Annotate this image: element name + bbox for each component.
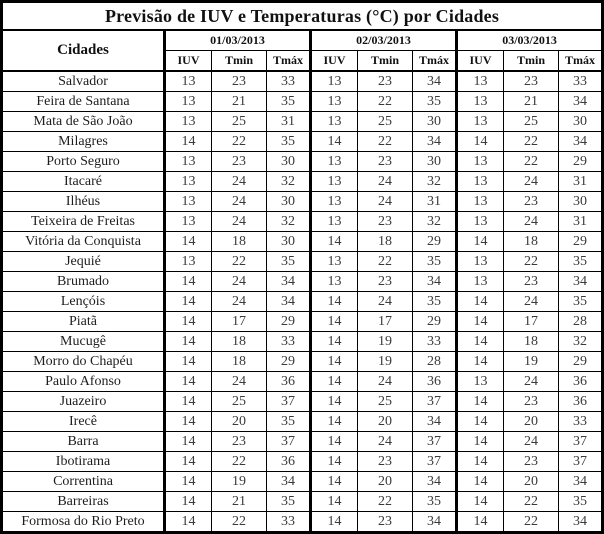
- value-cell: 14: [165, 272, 212, 292]
- value-cell: 13: [457, 71, 504, 92]
- city-name: Brumado: [2, 272, 165, 292]
- value-cell: 13: [457, 252, 504, 272]
- value-cell: 18: [212, 332, 267, 352]
- value-cell: 13: [165, 112, 212, 132]
- value-cell: 14: [165, 332, 212, 352]
- value-cell: 18: [358, 232, 413, 252]
- value-cell: 14: [311, 492, 358, 512]
- value-cell: 14: [165, 352, 212, 372]
- value-cell: 14: [165, 512, 212, 533]
- value-cell: 19: [504, 352, 559, 372]
- value-cell: 29: [559, 232, 603, 252]
- value-cell: 23: [358, 71, 413, 92]
- value-cell: 14: [457, 352, 504, 372]
- tmax-column-header: Tmáx: [267, 51, 311, 72]
- city-name: Formosa do Rio Preto: [2, 512, 165, 533]
- value-cell: 13: [457, 172, 504, 192]
- value-cell: 34: [413, 71, 457, 92]
- city-name: Irecê: [2, 412, 165, 432]
- value-cell: 19: [358, 332, 413, 352]
- value-cell: 14: [311, 132, 358, 152]
- table-row: [2, 112, 603, 132]
- city-name: Ilhéus: [2, 192, 165, 212]
- value-cell: 35: [267, 492, 311, 512]
- value-cell: 17: [358, 312, 413, 332]
- value-cell: 13: [165, 172, 212, 192]
- value-cell: 37: [267, 432, 311, 452]
- value-cell: 30: [559, 112, 603, 132]
- city-name: Barreiras: [2, 492, 165, 512]
- value-cell: 24: [358, 372, 413, 392]
- value-cell: 22: [504, 252, 559, 272]
- tmin-column-header: Tmin: [358, 51, 413, 72]
- value-cell: 13: [311, 272, 358, 292]
- value-cell: 33: [267, 512, 311, 533]
- value-cell: 34: [559, 472, 603, 492]
- city-name: Vitória da Conquista: [2, 232, 165, 252]
- value-cell: 37: [267, 392, 311, 412]
- value-cell: 14: [311, 512, 358, 533]
- value-cell: 22: [358, 132, 413, 152]
- value-cell: 14: [457, 472, 504, 492]
- date-header-row: [2, 30, 603, 51]
- value-cell: 14: [165, 452, 212, 472]
- tmin-column-header: Tmin: [504, 51, 559, 72]
- value-cell: 31: [413, 192, 457, 212]
- value-cell: 14: [457, 412, 504, 432]
- city-name: Feira de Santana: [2, 92, 165, 112]
- cities-column-header: Cidades: [2, 30, 165, 71]
- value-cell: 14: [311, 312, 358, 332]
- value-cell: 14: [457, 512, 504, 533]
- value-cell: 22: [504, 492, 559, 512]
- value-cell: 23: [504, 71, 559, 92]
- value-cell: 24: [504, 372, 559, 392]
- value-cell: 13: [311, 112, 358, 132]
- value-cell: 24: [358, 292, 413, 312]
- tmin-column-header: Tmin: [212, 51, 267, 72]
- value-cell: 22: [358, 92, 413, 112]
- table-row: [2, 392, 603, 412]
- date-header-2: 02/03/2013: [311, 30, 457, 51]
- city-name: Jequié: [2, 252, 165, 272]
- value-cell: 35: [413, 292, 457, 312]
- value-cell: 36: [559, 372, 603, 392]
- value-cell: 24: [212, 212, 267, 232]
- value-cell: 29: [267, 352, 311, 372]
- value-cell: 13: [457, 372, 504, 392]
- value-cell: 22: [212, 452, 267, 472]
- value-cell: 13: [165, 152, 212, 172]
- value-cell: 34: [413, 472, 457, 492]
- value-cell: 22: [504, 152, 559, 172]
- table-row: [2, 472, 603, 492]
- value-cell: 29: [413, 312, 457, 332]
- value-cell: 13: [311, 172, 358, 192]
- value-cell: 35: [559, 252, 603, 272]
- value-cell: 13: [311, 192, 358, 212]
- value-cell: 14: [457, 292, 504, 312]
- value-cell: 14: [165, 132, 212, 152]
- value-cell: 31: [559, 172, 603, 192]
- value-cell: 35: [267, 132, 311, 152]
- value-cell: 30: [559, 192, 603, 212]
- value-cell: 14: [311, 232, 358, 252]
- value-cell: 35: [267, 92, 311, 112]
- value-cell: 13: [457, 212, 504, 232]
- value-cell: 13: [165, 71, 212, 92]
- value-cell: 34: [559, 132, 603, 152]
- city-name: Juazeiro: [2, 392, 165, 412]
- value-cell: 23: [358, 452, 413, 472]
- city-name: Correntina: [2, 472, 165, 492]
- value-cell: 13: [457, 152, 504, 172]
- value-cell: 34: [559, 92, 603, 112]
- table-row: [2, 432, 603, 452]
- value-cell: 14: [311, 332, 358, 352]
- tmax-column-header: Tmáx: [559, 51, 603, 72]
- value-cell: 23: [504, 192, 559, 212]
- value-cell: 14: [311, 432, 358, 452]
- value-cell: 13: [311, 92, 358, 112]
- value-cell: 18: [504, 332, 559, 352]
- value-cell: 21: [212, 492, 267, 512]
- value-cell: 35: [267, 252, 311, 272]
- value-cell: 25: [358, 392, 413, 412]
- value-cell: 36: [267, 452, 311, 472]
- value-cell: 24: [212, 172, 267, 192]
- value-cell: 34: [413, 512, 457, 533]
- table-row: [2, 332, 603, 352]
- value-cell: 13: [165, 192, 212, 212]
- page-title: Previsão de IUV e Temperaturas (°C) por Cidades: [2, 2, 603, 31]
- value-cell: 23: [212, 432, 267, 452]
- value-cell: 37: [413, 432, 457, 452]
- value-cell: 20: [504, 412, 559, 432]
- tmax-column-header: Tmáx: [413, 51, 457, 72]
- table-row: [2, 492, 603, 512]
- value-cell: 34: [413, 132, 457, 152]
- value-cell: 30: [267, 232, 311, 252]
- value-cell: 25: [212, 392, 267, 412]
- value-cell: 13: [457, 192, 504, 212]
- value-cell: 14: [165, 432, 212, 452]
- table-row: [2, 452, 603, 472]
- value-cell: 14: [457, 232, 504, 252]
- value-cell: 22: [212, 512, 267, 533]
- value-cell: 14: [165, 312, 212, 332]
- value-cell: 23: [504, 452, 559, 472]
- value-cell: 32: [267, 172, 311, 192]
- value-cell: 14: [311, 292, 358, 312]
- value-cell: 14: [165, 492, 212, 512]
- iuv-column-header: IUV: [457, 51, 504, 72]
- value-cell: 23: [504, 272, 559, 292]
- value-cell: 32: [267, 212, 311, 232]
- value-cell: 34: [267, 272, 311, 292]
- table-row: [2, 152, 603, 172]
- table-row: [2, 212, 603, 232]
- city-name: Salvador: [2, 71, 165, 92]
- city-name: Mucugê: [2, 332, 165, 352]
- value-cell: 29: [559, 152, 603, 172]
- value-cell: 23: [504, 392, 559, 412]
- value-cell: 14: [457, 392, 504, 412]
- city-name: Porto Seguro: [2, 152, 165, 172]
- table-row: [2, 272, 603, 292]
- table-row: [2, 512, 603, 533]
- value-cell: 24: [504, 172, 559, 192]
- city-name: Ibotirama: [2, 452, 165, 472]
- city-name: Itacaré: [2, 172, 165, 192]
- value-cell: 34: [413, 412, 457, 432]
- value-cell: 32: [413, 172, 457, 192]
- city-name: Piatã: [2, 312, 165, 332]
- value-cell: 32: [559, 332, 603, 352]
- table-row: [2, 232, 603, 252]
- value-cell: 37: [413, 452, 457, 472]
- value-cell: 14: [457, 452, 504, 472]
- table-row: [2, 92, 603, 112]
- value-cell: 14: [165, 232, 212, 252]
- value-cell: 22: [504, 132, 559, 152]
- value-cell: 29: [267, 312, 311, 332]
- title-row: [2, 2, 603, 31]
- value-cell: 13: [311, 152, 358, 172]
- value-cell: 25: [358, 112, 413, 132]
- value-cell: 24: [504, 292, 559, 312]
- value-cell: 13: [165, 252, 212, 272]
- value-cell: 14: [311, 392, 358, 412]
- table-row: [2, 412, 603, 432]
- table-body: [2, 71, 603, 533]
- value-cell: 24: [212, 292, 267, 312]
- value-cell: 30: [413, 112, 457, 132]
- value-cell: 13: [165, 92, 212, 112]
- value-cell: 31: [267, 112, 311, 132]
- value-cell: 33: [267, 71, 311, 92]
- value-cell: 35: [559, 292, 603, 312]
- value-cell: 23: [358, 512, 413, 533]
- iuv-column-header: IUV: [311, 51, 358, 72]
- value-cell: 36: [413, 372, 457, 392]
- value-cell: 35: [413, 92, 457, 112]
- value-cell: 14: [165, 472, 212, 492]
- value-cell: 37: [559, 452, 603, 472]
- value-cell: 13: [311, 252, 358, 272]
- value-cell: 31: [559, 212, 603, 232]
- value-cell: 13: [311, 212, 358, 232]
- value-cell: 14: [165, 392, 212, 412]
- value-cell: 21: [504, 92, 559, 112]
- city-name: Lençóis: [2, 292, 165, 312]
- value-cell: 28: [413, 352, 457, 372]
- date-header-1: 01/03/2013: [165, 30, 311, 51]
- value-cell: 21: [212, 92, 267, 112]
- value-cell: 34: [267, 472, 311, 492]
- value-cell: 14: [165, 412, 212, 432]
- value-cell: 34: [413, 272, 457, 292]
- value-cell: 33: [559, 412, 603, 432]
- value-cell: 37: [413, 392, 457, 412]
- value-cell: 25: [504, 112, 559, 132]
- value-cell: 20: [358, 472, 413, 492]
- value-cell: 14: [457, 312, 504, 332]
- value-cell: 24: [358, 192, 413, 212]
- value-cell: 24: [212, 192, 267, 212]
- value-cell: 37: [559, 432, 603, 452]
- value-cell: 23: [212, 152, 267, 172]
- table-row: [2, 312, 603, 332]
- value-cell: 13: [311, 71, 358, 92]
- iuv-column-header: IUV: [165, 51, 212, 72]
- value-cell: 24: [504, 212, 559, 232]
- value-cell: 28: [559, 312, 603, 332]
- value-cell: 24: [212, 272, 267, 292]
- value-cell: 13: [165, 212, 212, 232]
- table-row: [2, 252, 603, 272]
- value-cell: 14: [165, 372, 212, 392]
- table-row: [2, 292, 603, 312]
- value-cell: 18: [504, 232, 559, 252]
- value-cell: 33: [559, 71, 603, 92]
- value-cell: 23: [358, 272, 413, 292]
- value-cell: 23: [212, 71, 267, 92]
- table-row: [2, 372, 603, 392]
- value-cell: 30: [413, 152, 457, 172]
- table-header: [2, 2, 603, 72]
- value-cell: 32: [413, 212, 457, 232]
- value-cell: 35: [413, 492, 457, 512]
- value-cell: 19: [358, 352, 413, 372]
- value-cell: 30: [267, 152, 311, 172]
- value-cell: 36: [267, 372, 311, 392]
- value-cell: 13: [457, 92, 504, 112]
- city-name: Morro do Chapéu: [2, 352, 165, 372]
- value-cell: 13: [457, 272, 504, 292]
- value-cell: 14: [457, 332, 504, 352]
- table-row: [2, 172, 603, 192]
- value-cell: 18: [212, 232, 267, 252]
- table-row: [2, 132, 603, 152]
- value-cell: 24: [212, 372, 267, 392]
- value-cell: 35: [413, 252, 457, 272]
- value-cell: 14: [457, 492, 504, 512]
- value-cell: 20: [504, 472, 559, 492]
- value-cell: 14: [457, 132, 504, 152]
- value-cell: 14: [311, 372, 358, 392]
- value-cell: 30: [267, 192, 311, 212]
- value-cell: 19: [212, 472, 267, 492]
- table-row: [2, 71, 603, 92]
- value-cell: 14: [311, 452, 358, 472]
- value-cell: 23: [358, 212, 413, 232]
- value-cell: 36: [559, 392, 603, 412]
- value-cell: 14: [311, 352, 358, 372]
- value-cell: 20: [358, 412, 413, 432]
- value-cell: 22: [358, 252, 413, 272]
- value-cell: 34: [267, 292, 311, 312]
- table-row: [2, 192, 603, 212]
- value-cell: 24: [358, 432, 413, 452]
- value-cell: 29: [559, 352, 603, 372]
- value-cell: 14: [311, 472, 358, 492]
- value-cell: 33: [267, 332, 311, 352]
- value-cell: 35: [267, 412, 311, 432]
- value-cell: 25: [212, 112, 267, 132]
- value-cell: 14: [165, 292, 212, 312]
- value-cell: 17: [212, 312, 267, 332]
- value-cell: 14: [311, 412, 358, 432]
- city-name: Milagres: [2, 132, 165, 152]
- value-cell: 22: [504, 512, 559, 533]
- value-cell: 22: [212, 132, 267, 152]
- table-row: [2, 352, 603, 372]
- value-cell: 20: [212, 412, 267, 432]
- value-cell: 24: [504, 432, 559, 452]
- value-cell: 24: [358, 172, 413, 192]
- city-name: Barra: [2, 432, 165, 452]
- value-cell: 34: [559, 512, 603, 533]
- city-name: Paulo Afonso: [2, 372, 165, 392]
- value-cell: 23: [358, 152, 413, 172]
- value-cell: 33: [413, 332, 457, 352]
- value-cell: 35: [559, 492, 603, 512]
- value-cell: 22: [358, 492, 413, 512]
- value-cell: 13: [457, 112, 504, 132]
- value-cell: 34: [559, 272, 603, 292]
- value-cell: 18: [212, 352, 267, 372]
- value-cell: 29: [413, 232, 457, 252]
- value-cell: 17: [504, 312, 559, 332]
- value-cell: 14: [457, 432, 504, 452]
- city-name: Mata de São João: [2, 112, 165, 132]
- value-cell: 22: [212, 252, 267, 272]
- date-header-3: 03/03/2013: [457, 30, 603, 51]
- city-name: Teixeira de Freitas: [2, 212, 165, 232]
